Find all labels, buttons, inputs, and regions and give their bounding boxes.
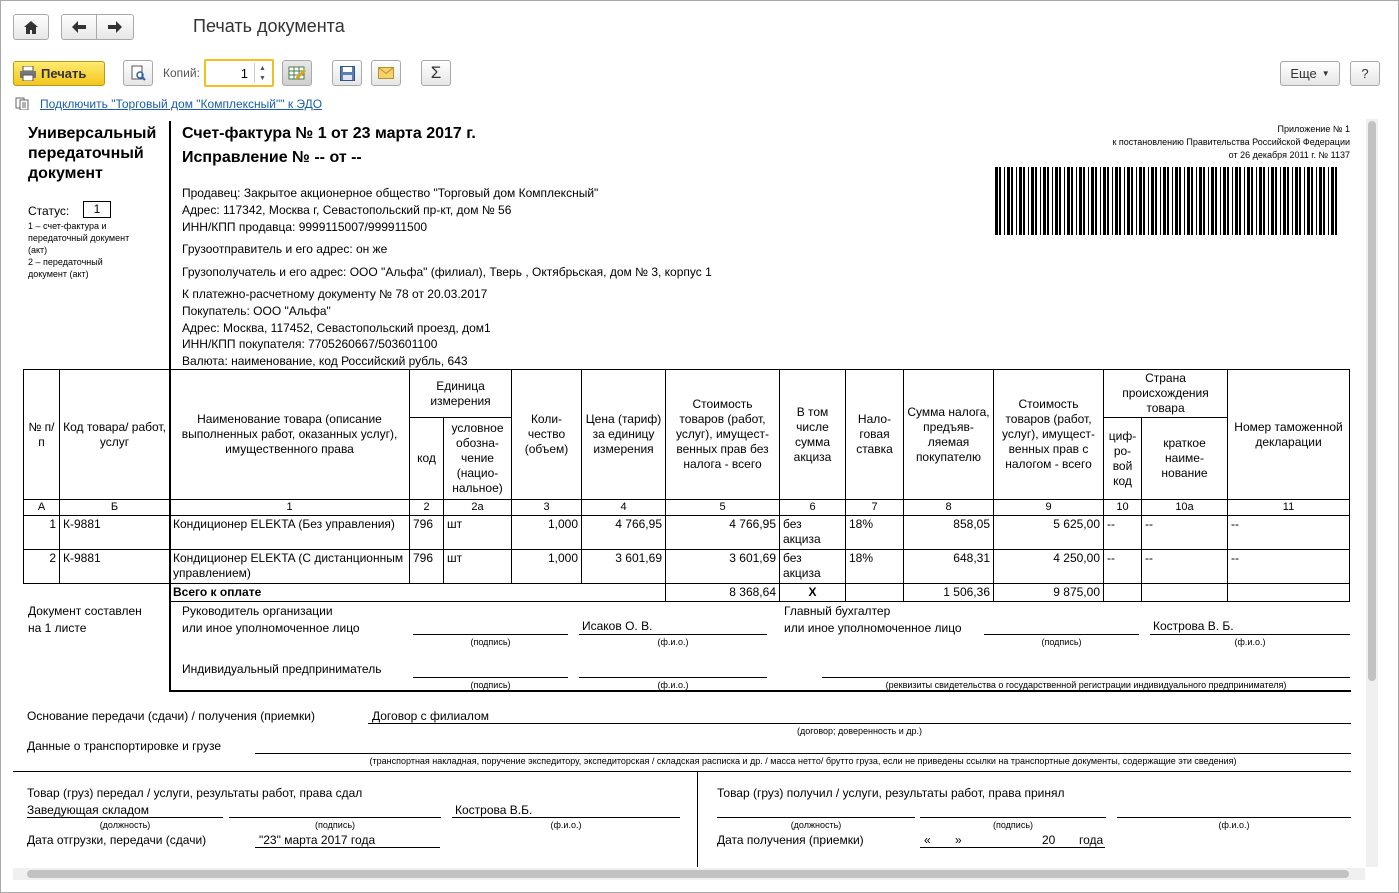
handed-fio-line — [452, 817, 680, 818]
caption-sign: (подпись) — [992, 820, 1034, 830]
column-number: 2а — [444, 500, 512, 516]
basis-value: Договор с филиалом — [372, 709, 489, 723]
row-excise: без акциза — [780, 516, 846, 550]
horizontal-scroll-thumb[interactable] — [27, 870, 1349, 878]
status-note: передаточный документ — [28, 233, 130, 243]
chevron-down-icon: ▼ — [1321, 69, 1330, 78]
send-email-button[interactable] — [371, 60, 401, 86]
total-excise: X — [780, 584, 846, 602]
total-sum: 9 875,00 — [994, 584, 1104, 602]
column-number: 8 — [904, 500, 994, 516]
head-fio-line — [579, 634, 767, 635]
upd-title-line: документ — [28, 165, 103, 182]
caption-position: (должность) — [790, 820, 842, 830]
status-note: (акт) — [28, 245, 48, 255]
appendix-line: Приложение № 1 — [1277, 124, 1350, 134]
status-label: Статус: — [28, 204, 70, 218]
ship-date-line — [255, 847, 440, 848]
total-cost: 8 368,64 — [666, 584, 780, 602]
arrow-left-icon — [72, 21, 86, 33]
column-number: 2 — [410, 500, 444, 516]
edo-icon — [15, 97, 29, 110]
upd-title — [28, 124, 156, 184]
window-title: Печать документа — [193, 16, 345, 36]
row-country-name: -- — [1142, 550, 1228, 584]
row-customs: -- — [1228, 550, 1350, 584]
invoice-table — [23, 369, 1350, 602]
caption-registration: (реквизиты свидетельства о государственной регистрации индивидуального предпринимателя) — [885, 680, 1287, 690]
table-row — [24, 516, 1350, 550]
handed-name: Кострова В.Б. — [455, 803, 533, 817]
received-label: Товар (груз) получил / услуги, результаты работ, права принял — [717, 786, 1065, 800]
row-rate: 18% — [846, 516, 904, 550]
column-numbers-row — [24, 500, 1350, 516]
sum-button[interactable] — [421, 60, 451, 86]
caption-sign: (подпись) — [470, 637, 511, 647]
handed-label: Товар (груз) передал / услуги, результаты работ, права сдал — [27, 786, 363, 800]
horizontal-scrollbar[interactable] — [13, 868, 1365, 880]
preview-button[interactable] — [123, 60, 153, 86]
barcode — [995, 167, 1341, 235]
column-number: 3 — [512, 500, 582, 516]
invoice-title: Счет-фактура № 1 от 23 марта 2017 г. — [182, 125, 476, 142]
status-note: 1 – счет-фактура и — [28, 221, 107, 231]
row-code: К-9881 — [60, 550, 170, 584]
column-number: 4 — [582, 500, 666, 516]
upd-title-line: передаточный — [28, 145, 144, 162]
header-customs: Номер таможенной декларации — [1228, 370, 1350, 500]
printer-icon — [20, 66, 36, 81]
header-unit-code: код — [410, 418, 444, 500]
column-number: 7 — [846, 500, 904, 516]
recv-date-line — [920, 847, 1105, 848]
seller: Продавец: Закрытое акционерное общество "Торговый дом Комплексный" — [182, 186, 599, 200]
ship-date-value: "23" марта 2017 года — [259, 833, 376, 847]
header-country-name: краткое наиме-нование — [1142, 418, 1228, 500]
caption-transport: (транспортная накладная, поручение экспедитору, экспедиторская / складская расписка и др. / масса нетто/ брутто груза, если не приведены ссылки на транспортные документы, содержащие эти сведения) — [369, 756, 1237, 766]
accountant-label-line: Главный бухгалтер — [784, 604, 891, 618]
handed-position: Заведующая складом — [27, 803, 149, 817]
transport-label: Данные о транспортировке и грузе — [27, 739, 222, 753]
basis-label: Основание передачи (сдачи) / получения (приемки) — [27, 709, 315, 723]
recv-date-open-quote: « — [924, 833, 931, 847]
header-num: № п/п — [24, 370, 60, 500]
caption-basis: (договор; доверенность и др.) — [796, 726, 923, 736]
row-price: 4 766,95 — [582, 516, 666, 550]
caption-fio: (ф.и.о.) — [657, 680, 689, 690]
row-tax: 648,31 — [904, 550, 994, 584]
header-country: Страна происхождения товара — [1104, 370, 1228, 418]
edo-connect-link[interactable]: Подключить "Торговый дом "Комплексный"" к ЭДО — [40, 97, 323, 111]
row-country-code: -- — [1104, 550, 1142, 584]
caption-sign: (подпись) — [1041, 637, 1082, 647]
head-label-line: Руководитель организации — [182, 604, 333, 618]
shipper: Грузоотправитель и его адрес: он же — [182, 242, 388, 256]
head-sign-line — [413, 634, 568, 635]
forward-button[interactable] — [96, 14, 134, 40]
accountant-name: Кострова В. Б. — [1153, 619, 1234, 633]
consignee: Грузополучатель и его адрес: ООО "Альфа" (филиал), Тверь , Октябрьская, дом № 3, корпус 1 — [182, 265, 712, 279]
vertical-scroll-thumb[interactable] — [1368, 121, 1376, 681]
row-country-code: -- — [1104, 516, 1142, 550]
row-cost: 4 766,95 — [666, 516, 780, 550]
correction-title: Исправление № -- от -- — [182, 149, 362, 166]
row-num: 1 — [24, 516, 60, 550]
caption-sign: (подпись) — [470, 680, 511, 690]
floppy-disk-icon — [340, 66, 355, 81]
accountant-label-line: или иное уполномоченное лицо — [784, 621, 962, 635]
home-button[interactable] — [13, 14, 49, 40]
header-name: Наименование товара (описание выполненных работ, оказанных услуг), имущественного права — [170, 370, 410, 500]
total-label: Всего к оплате — [170, 584, 666, 602]
column-number: А — [24, 500, 60, 516]
more-menu-label: Еще — [1290, 66, 1317, 81]
header-unit-name: условное обозна-чение (нацио-нальное) — [444, 418, 512, 500]
status-box: 1 — [83, 201, 111, 218]
table-row — [24, 550, 1350, 584]
home-icon — [24, 21, 38, 34]
envelope-icon — [378, 67, 394, 79]
column-number: 6 — [780, 500, 846, 516]
header-code: Код товара/ работ, услуг — [60, 370, 170, 500]
received-fio-line — [1117, 817, 1351, 818]
head-label — [182, 603, 360, 637]
vertical-scrollbar[interactable] — [1366, 119, 1378, 867]
head-name: Исаков О. В. — [582, 619, 653, 633]
caption-fio: (ф.и.о.) — [657, 637, 689, 647]
header-qty: Коли-чество (объем) — [512, 370, 582, 500]
head-label-line: или иное уполномоченное лицо — [182, 621, 360, 635]
accountant-label — [784, 603, 962, 637]
row-total: 5 625,00 — [994, 516, 1104, 550]
status-note: документ (акт) — [28, 269, 89, 279]
row-qty: 1,000 — [512, 516, 582, 550]
received-sign-line — [920, 817, 1106, 818]
header-rate: Нало-говая ставка — [846, 370, 904, 500]
help-button[interactable] — [1350, 61, 1380, 86]
header-country-code: циф-ро-вой код — [1104, 418, 1142, 500]
status-notes — [28, 220, 129, 280]
header-excise: В том числе сумма акциза — [780, 370, 846, 500]
entrepreneur-label: Индивидуальный предприниматель — [182, 662, 382, 676]
ship-date-label: Дата отгрузки, передачи (сдачи) — [27, 833, 207, 847]
recv-date-goda: года — [1079, 833, 1104, 847]
seller-inn: ИНН/КПП продавца: 9999115007/999911500 — [182, 220, 428, 234]
header-unit: Единица измерения — [410, 370, 512, 418]
header-tax: Сумма налога, предъяв-ляемая покупателю — [904, 370, 994, 500]
row-cost: 3 601,69 — [666, 550, 780, 584]
row-name: Кондиционер ELEKTA (Без управления) — [170, 516, 410, 550]
entrepreneur-reg-line — [822, 677, 1350, 678]
recv-date-label: Дата получения (приемки) — [717, 833, 864, 847]
spin-down-icon[interactable]: ▼ — [259, 74, 266, 82]
appendix-line: к постановлению Правительства Российской Федерации — [1112, 137, 1350, 147]
row-num: 2 — [24, 550, 60, 584]
save-button[interactable] — [332, 60, 362, 86]
column-number: 5 — [666, 500, 780, 516]
more-menu-button[interactable] — [1280, 61, 1340, 86]
sigma-icon: Σ — [430, 63, 442, 82]
signature-bottom-line — [169, 690, 1351, 692]
section-divider — [13, 771, 1351, 772]
row-price: 3 601,69 — [582, 550, 666, 584]
received-position-line — [717, 817, 915, 818]
appendix-line: от 26 декабря 2011 г. № 1137 — [1228, 150, 1350, 160]
sheets-line: Документ составлен — [28, 604, 142, 618]
column-number: 10 — [1104, 500, 1142, 516]
handed-sign-line — [229, 817, 441, 818]
buyer-inn: ИНН/КПП покупателя: 7705260667/503601100 — [182, 337, 438, 351]
appendix-note — [1112, 123, 1350, 162]
copies-value: 1 — [240, 65, 248, 81]
document-area — [13, 119, 1365, 867]
copies-label: Копий: — [163, 66, 200, 80]
row-unit-code: 796 — [410, 550, 444, 584]
row-unit-code: 796 — [410, 516, 444, 550]
row-unit: шт — [444, 550, 512, 584]
caption-fio: (ф.и.о.) — [550, 820, 582, 830]
row-code: К-9881 — [60, 516, 170, 550]
row-tax: 858,05 — [904, 516, 994, 550]
basis-line — [368, 723, 1351, 724]
upd-title-line: Универсальный — [28, 125, 157, 142]
column-number: 10а — [1142, 500, 1228, 516]
total-tax: 1 506,36 — [904, 584, 994, 602]
row-unit: шт — [444, 516, 512, 550]
transport-line — [255, 753, 1351, 754]
column-number: 9 — [994, 500, 1104, 516]
sheets-note — [28, 603, 142, 637]
entrepreneur-sign-line — [413, 677, 568, 678]
row-excise: без акциза — [780, 550, 846, 584]
row-name: Кондиционер ELEKTA (С дистанционным управлением) — [170, 550, 410, 584]
copies-stepper[interactable] — [254, 63, 270, 83]
copies-input[interactable] — [204, 59, 274, 87]
header-price: Цена (тариф) за единицу измерения — [582, 370, 666, 500]
section-vertical-divider — [697, 771, 698, 867]
row-customs: -- — [1228, 516, 1350, 550]
row-rate: 18% — [846, 550, 904, 584]
sheets-line: на 1 листе — [28, 621, 87, 635]
buyer-address: Адрес: Москва, 117452, Севастопольский проезд, дом1 — [182, 321, 491, 335]
header-cost: Стоимость товаров (работ, услуг), имущест-венных прав без налога - всего — [666, 370, 780, 500]
caption-position: (должность) — [99, 820, 151, 830]
print-button[interactable] — [13, 61, 105, 86]
row-country-name: -- — [1142, 516, 1228, 550]
edit-document-button[interactable] — [282, 60, 312, 86]
payment-doc: К платежно-расчетному документу № 78 от 20.03.2017 — [182, 287, 488, 301]
currency: Валюта: наименование, код Российский рубль, 643 — [182, 354, 468, 368]
buyer: Покупатель: ООО "Альфа" — [182, 304, 331, 318]
spin-up-icon[interactable]: ▲ — [259, 64, 266, 72]
accountant-sign-line — [984, 634, 1139, 635]
recv-date-year: 20 — [1042, 833, 1056, 847]
row-qty: 1,000 — [512, 550, 582, 584]
accountant-fio-line — [1150, 634, 1350, 635]
help-label: ? — [1361, 66, 1369, 81]
back-button[interactable] — [61, 14, 97, 40]
print-preview-icon — [130, 65, 146, 81]
total-row — [24, 584, 1350, 602]
caption-fio: (ф.и.о.) — [1218, 820, 1250, 830]
column-number: 1 — [170, 500, 410, 516]
caption-sign: (подпись) — [314, 820, 356, 830]
row-total: 4 250,00 — [994, 550, 1104, 584]
edit-table-icon — [288, 65, 306, 81]
column-number: Б — [60, 500, 170, 516]
arrow-right-icon — [108, 21, 122, 33]
header-total: Стоимость товаров (работ, услуг), имущест-венных прав с налогом - всего — [994, 370, 1104, 500]
caption-fio: (ф.и.о.) — [1234, 637, 1266, 647]
status-note: 2 – передаточный — [28, 257, 103, 267]
recv-date-close-quote: » — [955, 833, 962, 847]
entrepreneur-fio-line — [579, 677, 767, 678]
seller-address: Адрес: 117342, Москва г, Севастопольский пр-кт, дом № 56 — [182, 203, 512, 217]
print-button-label: Печать — [41, 66, 87, 81]
handed-position-line — [27, 817, 223, 818]
column-number: 11 — [1228, 500, 1350, 516]
